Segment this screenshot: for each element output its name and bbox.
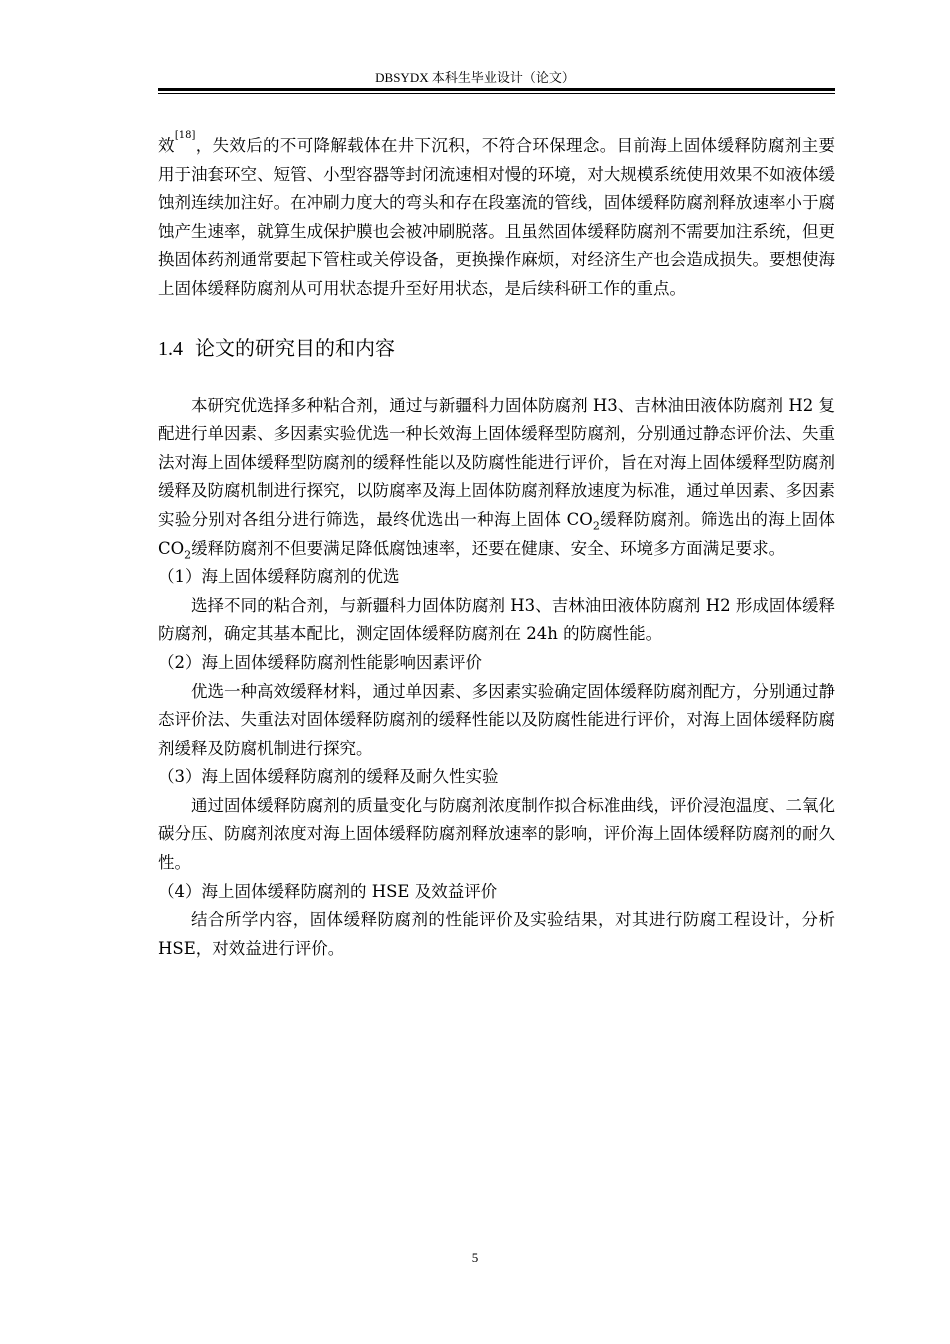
header-rule-thin (158, 93, 835, 94)
citation-reference[interactable]: [18] (174, 130, 196, 141)
paragraph-text: 缓释防腐剂不但要满足降低腐蚀速率，还要在健康、安全、环境多方面满足要求。 (191, 538, 786, 558)
item-body: 优选一种高效缓释材料，通过单因素、多因素实验确定固体缓释防腐剂配方，分别通过静态评价法、失重法对固体缓释防腐剂的缓释性能以及防腐性能进行评价，对海上固体缓释防腐剂缓释及防腐机制进行探究。 (158, 681, 835, 758)
section-number: 1.4 (158, 337, 183, 360)
subscript: 2 (592, 519, 600, 533)
item-heading: （3）海上固体缓释防腐剂的缓释及耐久性实验 (158, 767, 499, 787)
page-body (158, 132, 835, 963)
continuation-paragraph (158, 132, 835, 304)
subscript: 2 (184, 547, 192, 561)
item-body: 结合所学内容，固体缓释防腐剂的性能评价及实验结果，对其进行防腐工程设计，分析 HSE，对效益进行评价。 (158, 910, 835, 958)
paragraph-text: 效 (158, 136, 175, 155)
item-body: 通过固体缓释防腐剂的质量变化与防腐剂浓度制作拟合标准曲线，评价浸泡温度、二氧化碳分压、防腐剂浓度对海上固体缓释防腐剂释放速率的影响，评价海上固体缓释防腐剂的耐久性。 (158, 795, 835, 873)
header-rule-thick (158, 88, 835, 91)
paragraph-text: 缓释防腐剂。筛选出的海上固体 CO (158, 509, 836, 558)
item-heading: （2）海上固体缓释防腐剂性能影响因素评价 (158, 652, 482, 672)
section-title: 论文的研究目的和内容 (195, 335, 395, 360)
section-heading (158, 333, 835, 364)
item-heading: （1）海上固体缓释防腐剂的优选 (158, 567, 400, 587)
paragraph-text: ，失效后的不可降解载体在井下沉积，不符合环保理念。目前海上固体缓释防腐剂主要用于油套环空、短管、小型容器等封闭流速相对慢的环境，对大规模系统使用效果不如液体缓蚀剂连续加注好。在冲刷力度大的弯头和存在段塞流的管线，固体缓释防腐剂释放速率小于腐蚀产生速率，就算生成保护膜也会被冲刷脱落。且虽然固体缓释防腐剂不需要加注系统，但更换固体药剂通常要起下管柱或关停设备，更换操作麻烦，对经济生产也会造成损失。要想使海上固体缓释防腐剂从可用状态提升至好用状态，是后续科研工作的重点。 (158, 136, 836, 298)
item-heading: （4）海上固体缓释防腐剂的 HSE 及效益评价 (158, 881, 498, 901)
page-number: 5 (471, 1250, 479, 1265)
paragraph-text: 本研究优选择多种粘合剂，通过与新疆科力固体防腐剂 H3、吉林油田液体防腐剂 H2 复配进行单因素、多因素实验优选一种长效海上固体缓释型防腐剂，分别通过静态评价法、失重法对海上固体缓释型防腐剂的缓释性能以及防腐性能进行评价，旨在对海上固体缓释型防腐剂缓释及防腐机制进行探究，以防腐率及海上固体防腐剂释放速度为标准，通过单因素、多因素实验分别对各组分进行筛选，最终优选出一种海上固体 CO (158, 395, 835, 529)
page-header: DBSYDX 本科生毕业设计（论文） (375, 70, 575, 85)
intro-paragraph (158, 392, 835, 564)
item-body: 选择不同的粘合剂，与新疆科力固体防腐剂 H3、吉林油田液体防腐剂 H2 形成固体缓释防腐剂，确定其基本配比，测定固体缓释防腐剂在 24h 的防腐性能。 (158, 595, 835, 644)
